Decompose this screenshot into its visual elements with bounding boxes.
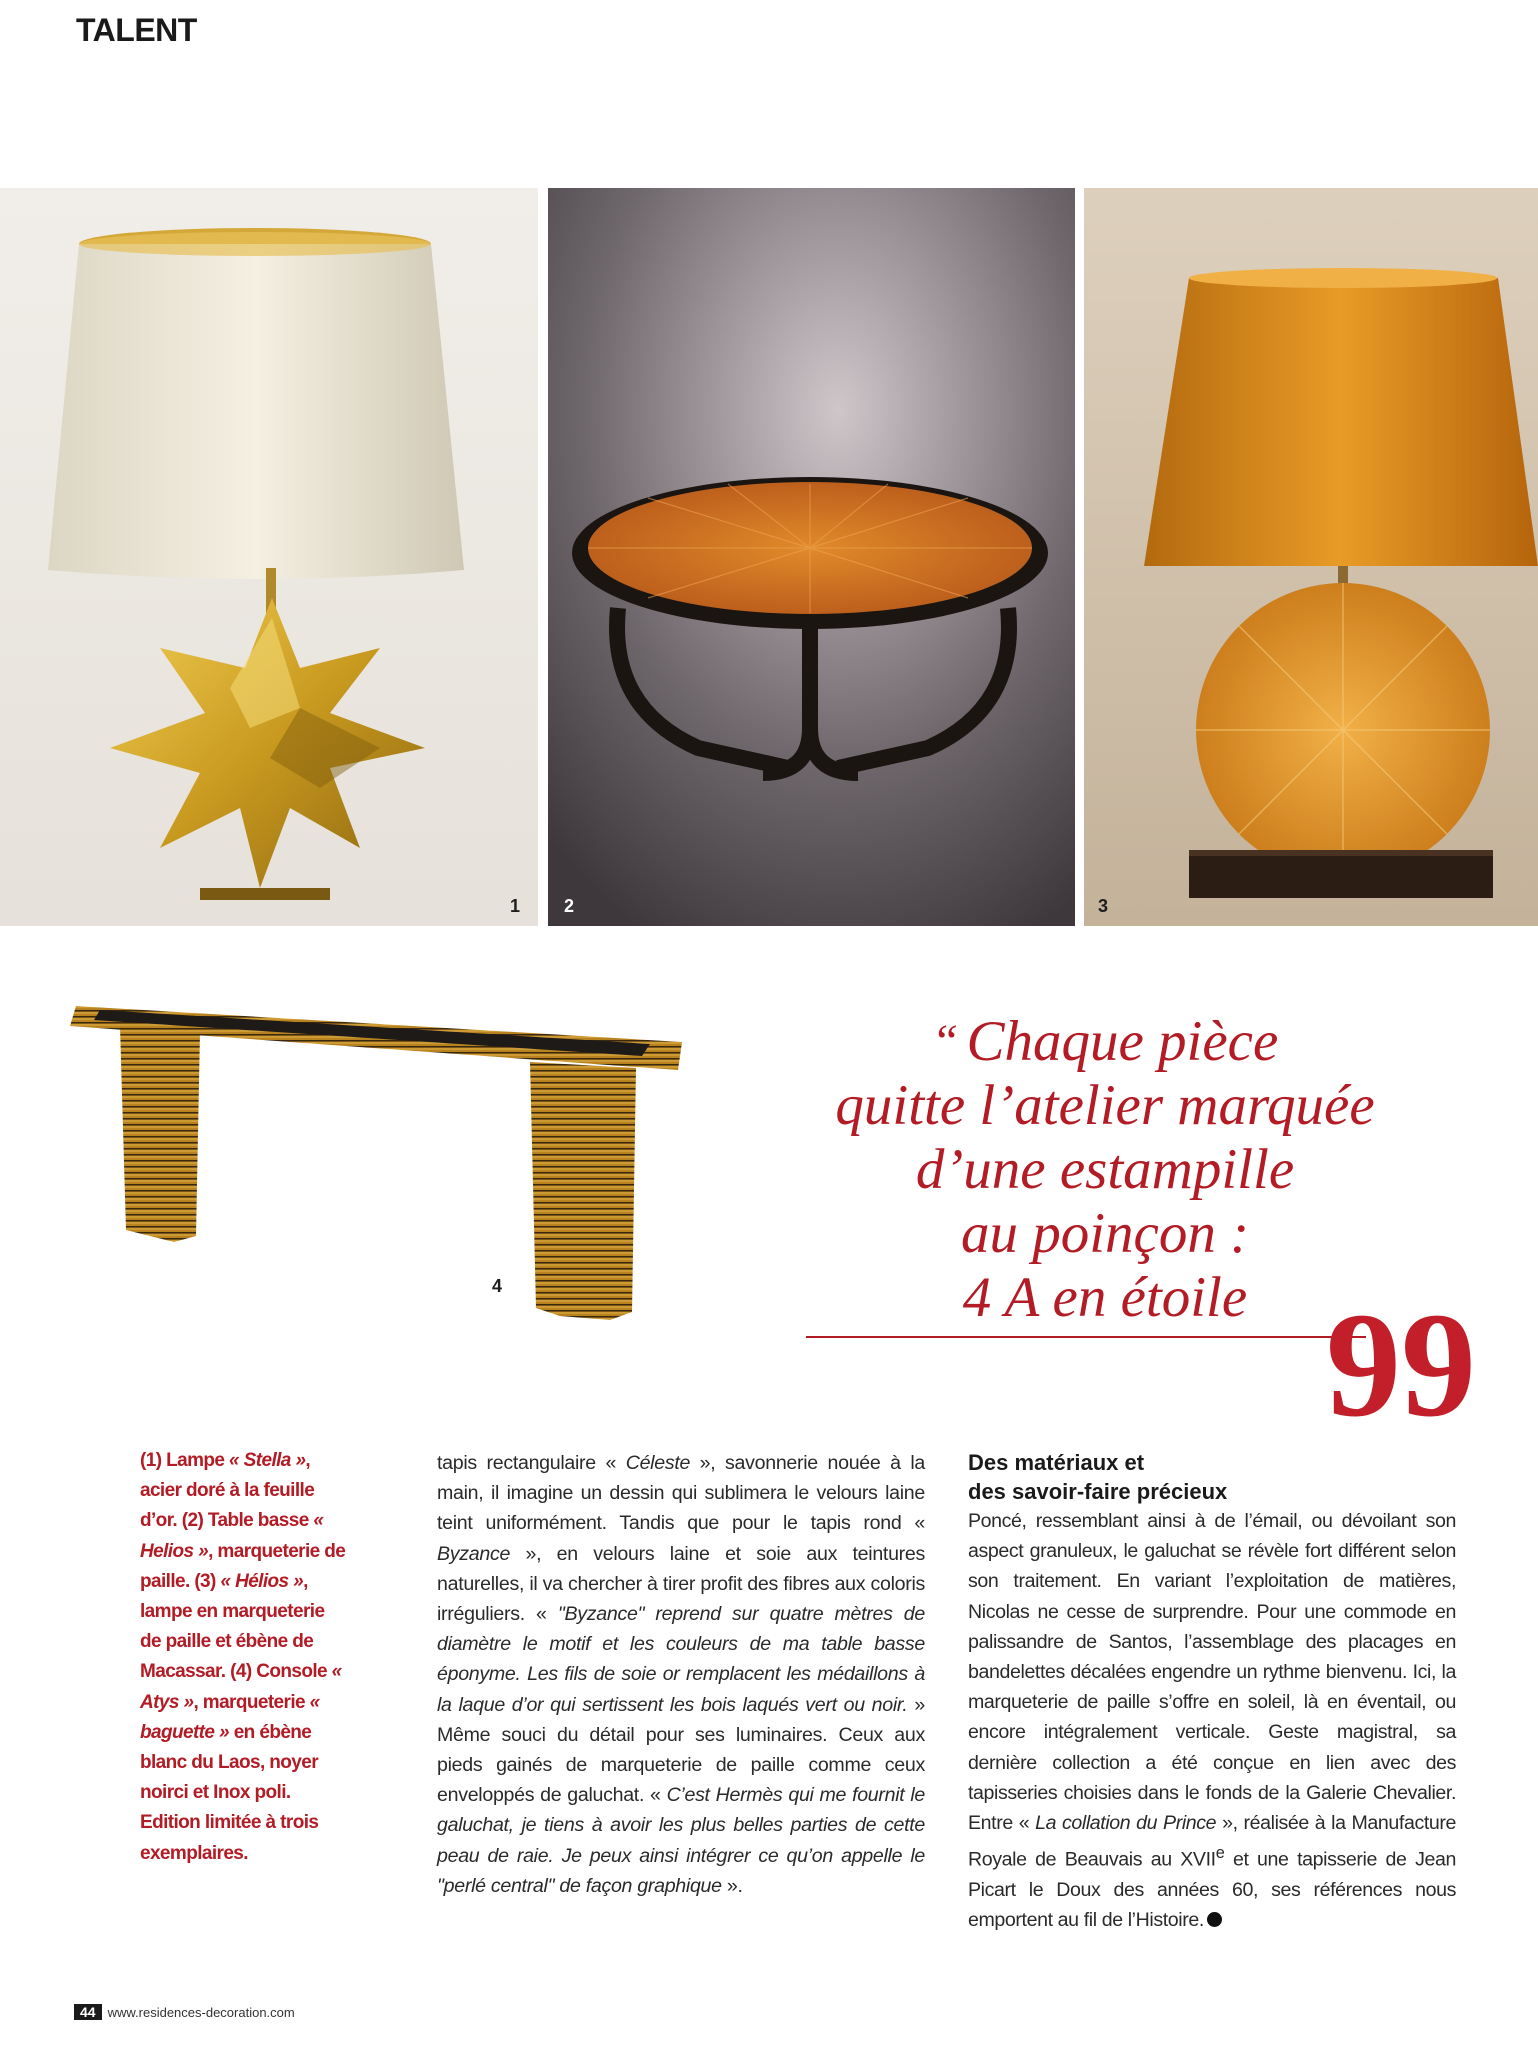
site-url: www.residences-decoration.com: [107, 2004, 295, 2020]
photo-coffee-table: [548, 188, 1075, 926]
quote-close-mark: 99: [1326, 1282, 1476, 1448]
section-label: TALENT: [76, 12, 197, 48]
body-text: Poncé, ressemblant ainsi à de l’émail, ou dévoilant son aspect granuleux, le galuchat se révèle fort différent selon son traitement. En variant l’exploitation de matières, Nicolas ne cesse de surprendre. Pour une commode en palissandre de Santos, l’assemblage des placages en bandelettes décalées engendre un rythme bienvenu. Ici, la marqueterie de paille s’offre en soleil, là en éventail, ou encore intégralement verticale. Geste magistral, sa dernière collection a été conçue en lien avec des tapisseries choisies dans le fonds de la Galerie Chevalier. Entre « La collation du Prince », réalisée à la Manufacture Royale de Beauvais au XVIIe et une tapisserie de Jean Picart le Doux des années 60, ses références nous emportent au fil de l’Histoire.: [968, 1510, 1457, 1932]
pull-quote-line-3: d’une estampille: [915, 1138, 1295, 1201]
body-column-right: [968, 1448, 1456, 1935]
quote-rule: [806, 1336, 1366, 1338]
quote-open-mark: “: [931, 1015, 959, 1068]
page-number: 44: [74, 2004, 102, 2020]
photo-disc-lamp: [1084, 188, 1538, 926]
pull-quote-line-5: 4 A en étoile: [962, 1266, 1248, 1329]
photo-console: [70, 990, 690, 1320]
page-footer: [74, 2004, 295, 2020]
pull-quote-line-1: “ Chaque pièce: [931, 1010, 1279, 1073]
photo-star-lamp: [0, 188, 538, 926]
subhead: Des matériaux et des savoir-faire précieux: [968, 1450, 1228, 1504]
photo-number-2: 2: [564, 896, 575, 916]
body-column-middle: tapis rectangulaire « Céleste », savonnerie nouée à la main, il imagine un dessin qui sublimera le velours laine teint uniformément. Tandis que pour le tapis rond « Byzance », en velours laine et soie aux teintures naturelles, il va chercher à tirer profit des fibres aux coloris irréguliers. « "Byzance" reprend sur quatre mètres de diamètre le motif et les couleurs de ma table basse éponyme. Les fils de soie or remplacent les médaillons à la laque d’or qui sertissent les bois laqués vert ou noir. » Même souci du détail pour ses luminaires. Ceux aux pieds gainés de marqueterie de paille comme ceux enveloppés de galuchat. « C’est Hermès qui me fournit le galuchat, je tiens à avoir les plus belles parties de cette peau de raie. Je peux ainsi intégrer ce qu’on appelle le "perlé central" de façon graphique ».: [437, 1452, 925, 1897]
photo-number-1: 1: [510, 896, 521, 916]
photo-number-4: 4: [492, 1276, 503, 1296]
photo-caption: (1) Lampe « Stella », acier doré à la feuille d’or. (2) Table basse « Helios », marqueterie de paille. (3) « Hélios », lampe en marqueterie de paille et ébène de Macassar. (4) Console « Atys », marqueterie « baguette » en ébène blanc du Laos, noyer noirci et Inox poli. Edition limitée à trois exemplaires.: [140, 1450, 346, 1864]
photo-number-3: 3: [1098, 896, 1109, 916]
end-of-article-dot: [1207, 1912, 1222, 1927]
pull-quote-line-2: quitte l’atelier marquée: [835, 1074, 1375, 1137]
pull-quote-line-4: au poinçon :: [960, 1202, 1250, 1265]
